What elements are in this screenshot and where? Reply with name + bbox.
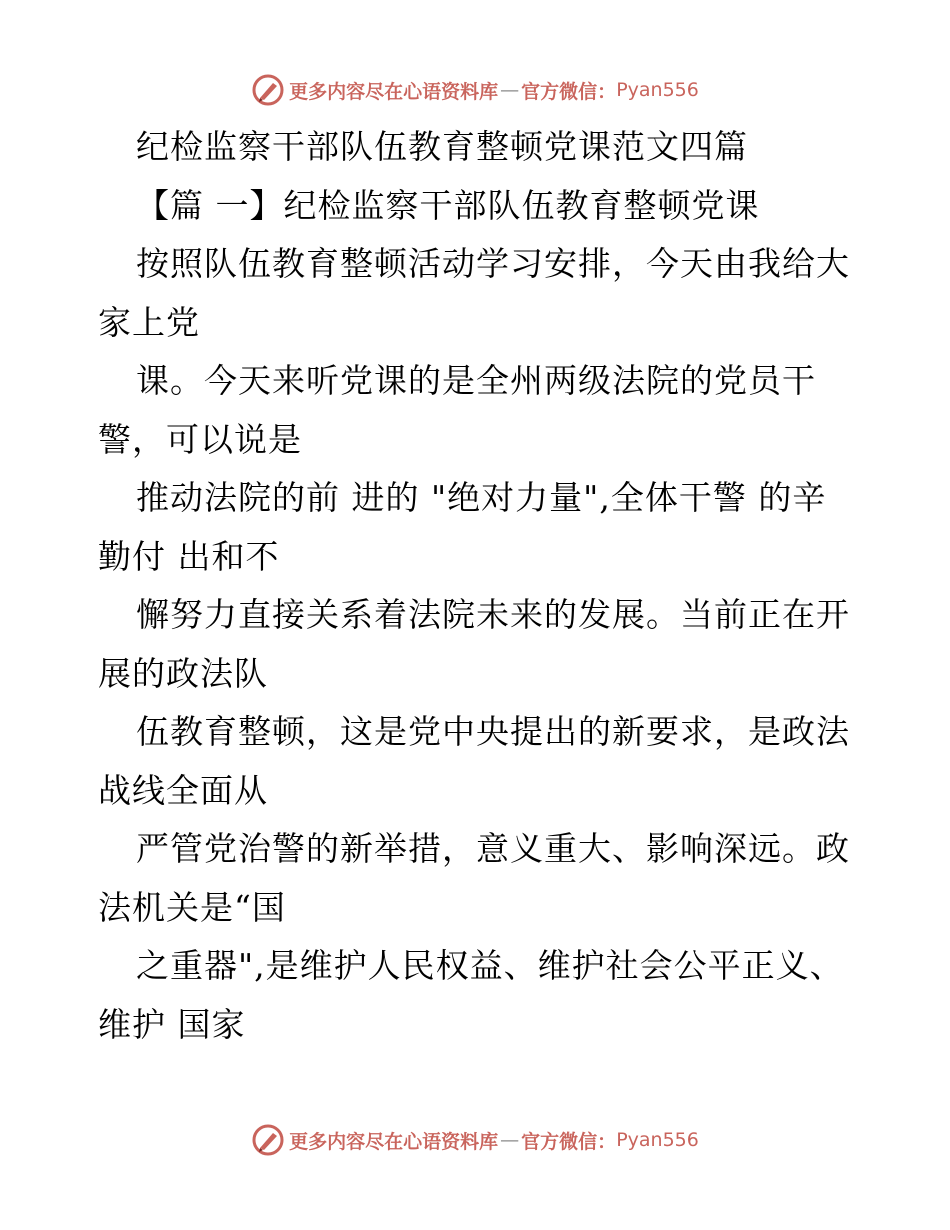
body-line: 伍教育整顿，这是党中央提出的新要求，是政法 <box>136 712 850 751</box>
body-line: 课。今天来听党课的是全州两级法院的党员干 <box>136 361 816 400</box>
body-line: 维护 国家 <box>98 1004 246 1044</box>
body-line: 懈努力直接关系着法院未来的发展。当前正在开 <box>136 595 850 634</box>
body-line: 之重器",是维护人民权益、维护社会公平正义、 <box>136 946 844 985</box>
pen-logo-icon <box>251 1123 285 1157</box>
watermark-official-label: 官方微信： <box>521 1130 617 1153</box>
body-line: 严管党治警的新举措，意义重大、影响深远。政 <box>136 829 850 868</box>
body-line: 法机关是“国 <box>98 887 286 927</box>
pen-logo-icon <box>251 73 285 107</box>
watermark-account: Pyan556 <box>616 1129 699 1151</box>
watermark-separator: — <box>500 79 520 101</box>
document-body <box>98 118 858 1054</box>
body-line: 家上党 <box>98 302 200 342</box>
body-line: 战线全面从 <box>98 770 268 810</box>
body-line: 展的政法队 <box>98 653 268 693</box>
section-heading: 【篇 一】纪检监察干部队伍教育整顿党课 <box>136 185 760 225</box>
document-title: 纪检监察干部队伍教育整顿党课范文四篇 <box>136 127 748 166</box>
watermark-site-text: 更多内容尽在心语资料库 <box>289 80 499 103</box>
body-line: 按照队伍教育整顿活动学习安排，今天由我给大 <box>136 244 850 283</box>
footer-watermark <box>0 1120 950 1160</box>
body-line: 勤付 出和不 <box>98 536 280 576</box>
body-line: 警，可以说是 <box>98 419 302 459</box>
watermark-separator: — <box>500 1129 520 1151</box>
body-line: 推动法院的前 进的 "绝对力量",全体干警 的辛 <box>136 478 827 517</box>
watermark-site-text: 更多内容尽在心语资料库 <box>289 1130 499 1153</box>
header-watermark <box>0 70 950 110</box>
watermark-official-label: 官方微信： <box>521 80 617 103</box>
watermark-account: Pyan556 <box>616 79 699 101</box>
